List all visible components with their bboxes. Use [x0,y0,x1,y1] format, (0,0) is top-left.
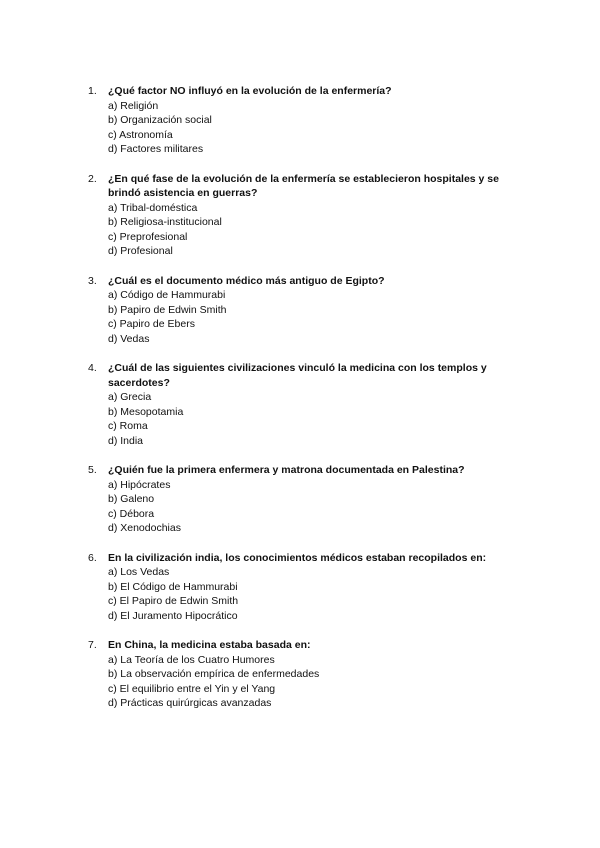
option-a: a) Tribal-doméstica [108,201,198,214]
question-number: 6. [88,551,97,564]
question-1 [88,84,528,157]
option-b: b) Religiosa-institucional [108,216,222,228]
question-5 [88,463,528,536]
option-c: c) Débora [108,507,155,520]
question-3 [88,274,528,347]
question-list [88,84,528,726]
option-c: c) Papiro de Ebers [108,318,195,330]
option-list [108,99,528,157]
option-a: a) Religión [108,99,159,112]
option-c: c) El equilibrio entre el Yin y el Yang [108,682,276,695]
option-a: a) Grecia [108,391,152,403]
option-d: d) El Juramento Hipocrático [108,609,238,622]
option-d: d) Prácticas quirúrgicas avanzadas [108,697,272,709]
option-d: d) Vedas [108,332,150,345]
option-b: b) La observación empírica de enfermedades [108,668,320,680]
option-c: c) Roma [108,420,148,432]
option-c: c) Astronomía [108,128,173,141]
option-a: a) Código de Hammurabi [108,289,226,301]
question-text: ¿En qué fase de la evolución de la enfermería se establecieron hospitales y se brindó asistencia en guerras? [108,172,499,199]
option-a: a) Hipócrates [108,478,171,491]
option-b: b) Organización social [108,114,212,126]
question-4 [88,361,528,448]
option-c: c) Preprofesional [108,230,188,243]
question-text: ¿Cuál de las siguientes civilizaciones vinculó la medicina con los templos y sacerdotes? [108,362,487,389]
question-text: ¿Qué factor NO influyó en la evolución de la enfermería? [108,85,392,97]
option-b: b) Galeno [108,493,155,505]
option-b: b) El Código de Hammurabi [108,580,238,593]
question-2 [88,172,528,259]
option-a: a) La Teoría de los Cuatro Humores [108,653,275,666]
option-d: d) Factores militares [108,143,204,155]
question-text: ¿Quién fue la primera enfermera y matrona documentada en Palestina? [108,464,465,476]
option-list [108,390,528,448]
option-list [108,478,528,536]
option-a: a) Los Vedas [108,566,170,578]
option-c: c) El Papiro de Edwin Smith [108,595,239,607]
option-d: d) Profesional [108,245,173,257]
question-text: En la civilización india, los conocimientos médicos estaban recopilados en: [108,551,487,564]
question-number: 7. [88,639,97,651]
option-list [108,288,528,346]
option-list [108,565,528,623]
question-number: 5. [88,464,97,476]
question-6 [88,551,528,624]
question-number: 3. [88,274,97,287]
option-list [108,653,528,711]
option-list [108,201,528,259]
option-b: b) Mesopotamia [108,405,184,418]
question-number: 4. [88,362,97,374]
question-text: ¿Cuál es el documento médico más antiguo de Egipto? [108,274,385,287]
question-text: En China, la medicina estaba basada en: [108,639,311,651]
question-number: 2. [88,172,97,185]
option-b: b) Papiro de Edwin Smith [108,303,227,316]
option-d: d) Xenodochias [108,522,181,534]
question-number: 1. [88,85,97,97]
option-d: d) India [108,434,144,447]
question-7 [88,638,528,711]
